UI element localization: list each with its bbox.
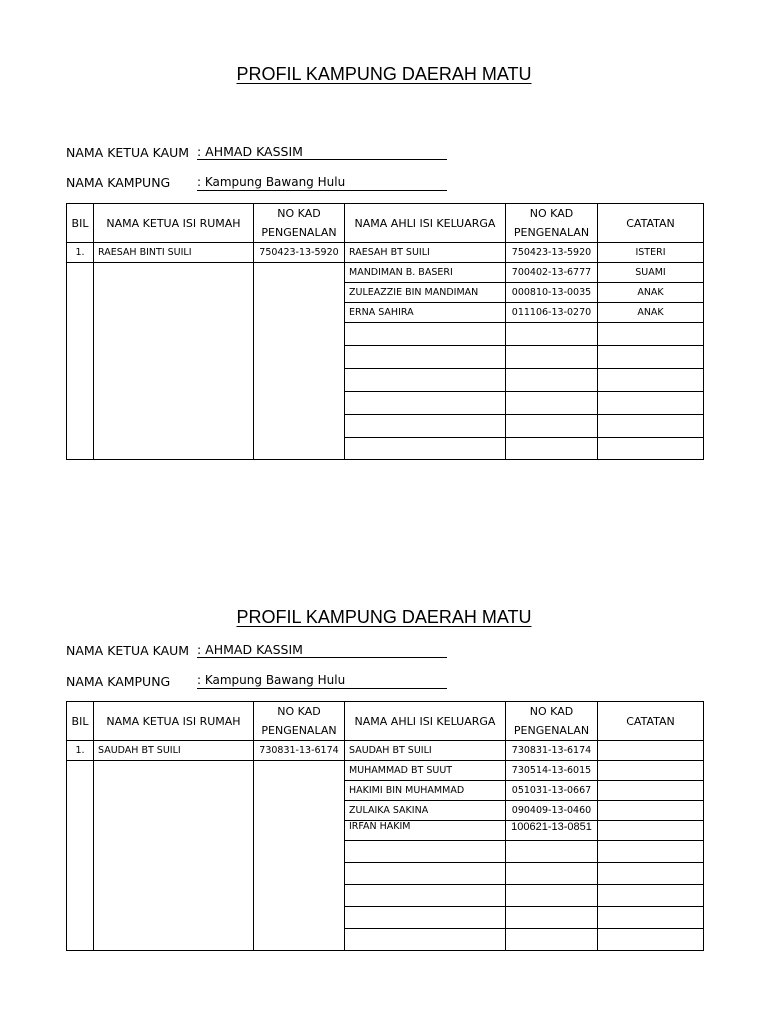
member-ic-cell: 100621-13-0851: [506, 821, 598, 841]
household-table: [66, 203, 704, 460]
blank-bil-cell: [67, 761, 94, 951]
member-name-cell: ZULAIKA SAKINA: [345, 801, 506, 821]
member-note-cell: [598, 741, 704, 761]
member-name-cell: ZULEAZZIE BIN MANDIMAN: [345, 283, 506, 303]
header-ahli: NAMA AHLI ISI KELUARGA: [345, 204, 506, 243]
member-ic-cell: 730514-13-6015: [506, 761, 598, 781]
member-name-cell: ERNA SAHIRA: [345, 303, 506, 323]
bil-cell: 1.: [67, 741, 94, 761]
ketua-kaum-label: NAMA KETUA KAUM: [66, 643, 190, 658]
kampung-label: NAMA KAMPUNG: [66, 674, 171, 689]
blank-ic-cell: [254, 761, 345, 951]
kampung-value: : Kampung Bawang Hulu: [197, 175, 447, 191]
bil-cell: 1.: [67, 243, 94, 263]
member-note-cell: SUAMI: [598, 263, 704, 283]
kampung-value: : Kampung Bawang Hulu: [197, 673, 447, 689]
member-note-cell: ANAK: [598, 303, 704, 323]
table-row: [67, 741, 704, 761]
member-ic-cell: 000810-13-0035: [506, 283, 598, 303]
ketua-ic-cell: 750423-13-5920: [254, 243, 345, 263]
table-row: [67, 243, 704, 263]
member-name-cell: MANDIMAN B. BASERI: [345, 263, 506, 283]
table-header-row: [67, 702, 704, 741]
ketua-rumah-cell: SAUDAH BT SUILI: [94, 741, 254, 761]
household-table: [66, 701, 704, 951]
member-name-cell: HAKIMI BIN MUHAMMAD: [345, 781, 506, 801]
header-ketua-rumah: NAMA KETUA ISI RUMAH: [94, 204, 254, 243]
kampung-label: NAMA KAMPUNG: [66, 175, 171, 190]
member-name-cell: SAUDAH BT SUILI: [345, 741, 506, 761]
blank-ketua-cell: [94, 761, 254, 951]
member-ic-cell: 730831-13-6174: [506, 741, 598, 761]
header-no-kad-ahli: NO KAD PENGENALAN: [506, 702, 598, 741]
member-note-cell: [598, 801, 704, 821]
header-catatan: CATATAN: [598, 204, 704, 243]
member-name-cell: IRFAN HAKIM: [345, 821, 506, 841]
table-row: [67, 263, 704, 283]
header-no-kad: NO KAD PENGENALAN: [254, 702, 345, 741]
page-title: PROFIL KAMPUNG DAERAH MATU: [236, 64, 532, 84]
ketua-ic-cell: 730831-13-6174: [254, 741, 345, 761]
ketua-rumah-cell: RAESAH BINTI SUILI: [94, 243, 254, 263]
member-name-cell: RAESAH BT SUILI: [345, 243, 506, 263]
header-bil: BIL: [67, 702, 94, 741]
table-row: [67, 761, 704, 781]
member-name-cell: MUHAMMAD BT SUUT: [345, 761, 506, 781]
page-title: PROFIL KAMPUNG DAERAH MATU: [236, 607, 532, 627]
member-ic-cell: 090409-13-0460: [506, 801, 598, 821]
header-no-kad: NO KAD PENGENALAN: [254, 204, 345, 243]
header-catatan: CATATAN: [598, 702, 704, 741]
blank-ic-cell: [254, 263, 345, 460]
member-ic-cell: 051031-13-0667: [506, 781, 598, 801]
member-ic-cell: 011106-13-0270: [506, 303, 598, 323]
member-ic-cell: 750423-13-5920: [506, 243, 598, 263]
member-note-cell: [598, 821, 704, 841]
member-note-cell: [598, 761, 704, 781]
member-note-cell: ISTERI: [598, 243, 704, 263]
ketua-kaum-label: NAMA KETUA KAUM: [66, 145, 190, 160]
blank-bil-cell: [67, 263, 94, 460]
header-no-kad-ahli: NO KAD PENGENALAN: [506, 204, 598, 243]
ketua-kaum-value: : AHMAD KASSIM: [197, 144, 447, 160]
header-ketua-rumah: NAMA KETUA ISI RUMAH: [94, 702, 254, 741]
blank-ketua-cell: [94, 263, 254, 460]
member-ic-cell: 700402-13-6777: [506, 263, 598, 283]
header-ahli: NAMA AHLI ISI KELUARGA: [345, 702, 506, 741]
member-note-cell: ANAK: [598, 283, 704, 303]
table-header-row: [67, 204, 704, 243]
header-bil: BIL: [67, 204, 94, 243]
member-note-cell: [598, 781, 704, 801]
ketua-kaum-value: : AHMAD KASSIM: [197, 642, 447, 658]
